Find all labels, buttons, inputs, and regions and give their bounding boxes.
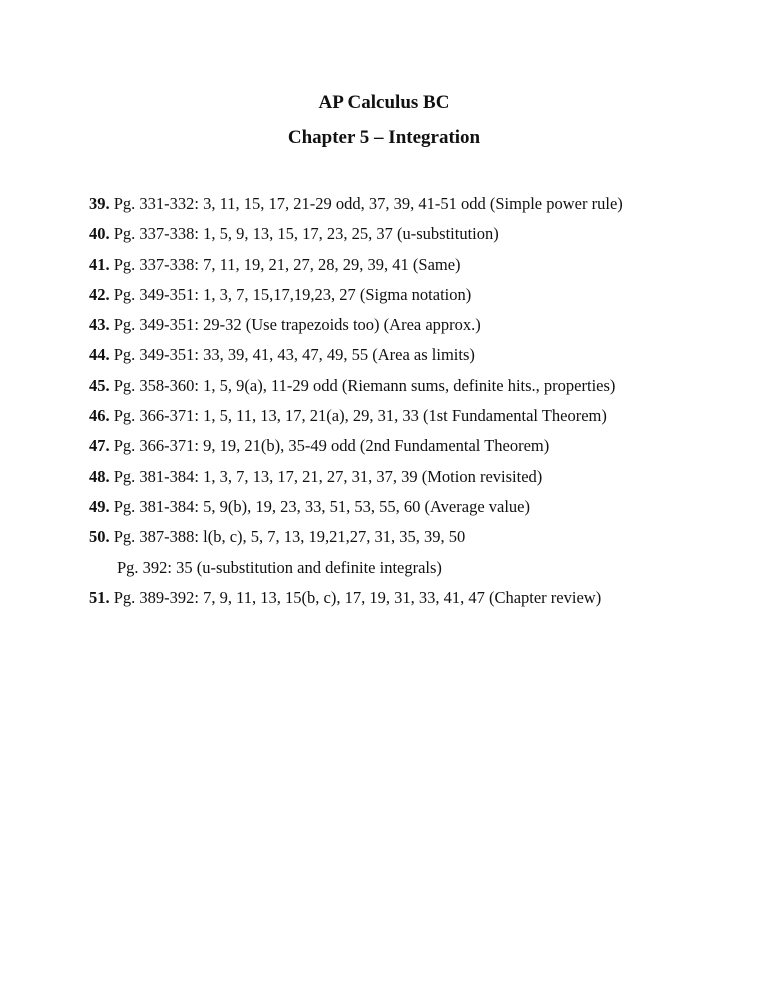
assignment-text: Pg. 392: 35 (u-substitution and definite integrals) bbox=[117, 557, 442, 577]
assignment-number: 41. bbox=[89, 254, 110, 274]
assignment-item bbox=[89, 314, 749, 344]
assignment-text: Pg. 331-332: 3, 11, 15, 17, 21-29 odd, 37, 39, 41-51 odd (Simple power rule) bbox=[113, 194, 623, 213]
assignment-text: Pg. 349-351: 33, 39, 41, 43, 47, 49, 55 (Area as limits) bbox=[113, 345, 475, 365]
assignment-item bbox=[89, 405, 749, 435]
assignment-text: Pg. 358-360: 1, 5, 9(a), 11-29 odd (Riemann sums, definite hits., properties) bbox=[113, 375, 616, 395]
assignment-item bbox=[89, 284, 749, 314]
assignment-text: Pg. 387-388: l(b, c), 5, 7, 13, 19,21,27, 31, 35, 39, 50 bbox=[113, 527, 466, 547]
assignment-number: 47. bbox=[89, 436, 110, 456]
assignment-text: Pg. 349-351: 29-32 (Use trapezoids too) (Area approx.) bbox=[113, 315, 481, 335]
assignment-number: 46. bbox=[89, 406, 110, 426]
assignment-number: 39. bbox=[89, 194, 110, 213]
assignment-list bbox=[89, 193, 749, 617]
assignment-text: Pg. 349-351: 1, 3, 7, 15,17,19,23, 27 (Sigma notation) bbox=[113, 284, 472, 304]
assignment-item bbox=[89, 344, 749, 374]
assignment-text: Pg. 337-338: 7, 11, 19, 21, 27, 28, 29, 39, 41 (Same) bbox=[113, 254, 461, 274]
assignment-number: 40. bbox=[89, 224, 110, 244]
assignment-text: Pg. 389-392: 7, 9, 11, 13, 15(b, c), 17, 19, 31, 33, 41, 47 (Chapter review) bbox=[113, 587, 602, 607]
assignment-continuation bbox=[89, 557, 749, 587]
assignment-number: 49. bbox=[89, 496, 110, 516]
assignment-item bbox=[89, 193, 749, 223]
assignment-item bbox=[89, 496, 749, 526]
assignment-item bbox=[89, 375, 749, 405]
assignment-item bbox=[89, 223, 749, 253]
assignment-number: 43. bbox=[89, 315, 110, 335]
assignment-number: 42. bbox=[89, 284, 110, 304]
assignment-item bbox=[89, 587, 749, 617]
assignment-number: 45. bbox=[89, 375, 110, 395]
assignment-text: Pg. 366-371: 9, 19, 21(b), 35-49 odd (2nd Fundamental Theorem) bbox=[113, 436, 550, 456]
assignment-text: Pg. 381-384: 1, 3, 7, 13, 17, 21, 27, 31, 37, 39 (Motion revisited) bbox=[113, 466, 543, 486]
assignment-number: 51. bbox=[89, 587, 110, 607]
assignment-number: 44. bbox=[89, 345, 110, 365]
chapter-title: Chapter 5 – Integration bbox=[287, 127, 481, 148]
assignment-text: Pg. 381-384: 5, 9(b), 19, 23, 33, 51, 53, 55, 60 (Average value) bbox=[113, 496, 530, 516]
assignment-text: Pg. 337-338: 1, 5, 9, 13, 15, 17, 23, 25, 37 (u-substitution) bbox=[113, 224, 499, 244]
assignment-item bbox=[89, 254, 749, 284]
assignment-item bbox=[89, 435, 749, 465]
assignment-item bbox=[89, 466, 749, 496]
assignment-text: Pg. 366-371: 1, 5, 11, 13, 17, 21(a), 29, 31, 33 (1st Fundamental Theorem) bbox=[113, 406, 607, 426]
course-title: AP Calculus BC bbox=[318, 92, 450, 113]
assignment-item bbox=[89, 526, 749, 556]
assignment-number: 48. bbox=[89, 466, 110, 486]
assignment-number: 50. bbox=[89, 527, 110, 547]
